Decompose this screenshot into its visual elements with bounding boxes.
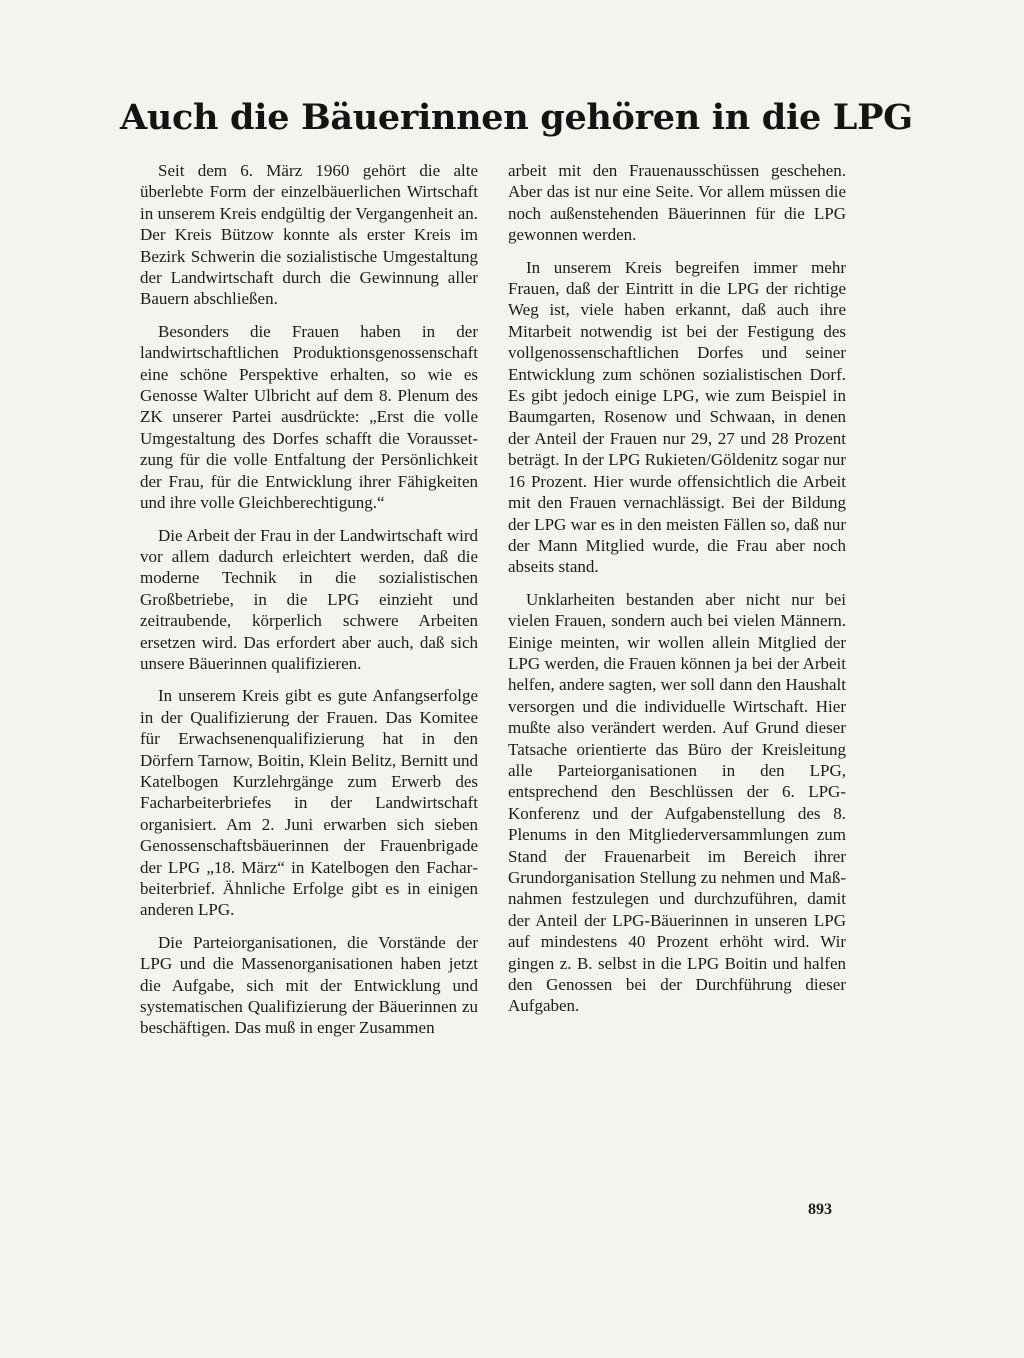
paragraph: In unserem Kreis begreifen immer mehr Frauen, daß der Eintritt in die LPG der richtige Weg ist, viele haben erkannt, daß auch ihre Mitarbeit notwendig ist bei der Festigung des vollgenossenschaftlichen Dorfes und seiner Entwicklung zum schönen sozialistischen Dorf. Es gibt jedoch einige LPG, wie zum Beispiel in Baumgarten, Rosenow und Schwaan, in denen der Anteil der Frauen nur 29, 27 und 28 Prozent beträgt. In der LPG Rukieten/Göldenitz sogar nur 16 Prozent. Hier wurde offensichtlich die Arbeit mit den Frauen vernachlässigt. Bei der Bildung der LPG war es in den meisten Fällen so, daß nur der Mann Mitglied wurde, die Frau aber noch abseits stand. — [508, 257, 846, 577]
paragraph: Die Arbeit der Frau in der Landwirtschaft wird vor allem dadurch erleichtert werden, daß die moderne Technik in die sozialistischen Großbetriebe, in die LPG einzieht und zeitraubende, körperlich schwere Arbeiten ersetzen wird. Das erfordert aber auch, daß sich unsere Bäuerinnen qualifizieren. — [140, 525, 478, 673]
paragraph: Besonders die Frauen haben in der landwirtschaftlichen Produktionsgenossenschaft eine schöne Perspektive erhalten, so wie es Genosse Walter Ulbricht auf dem 8. Plenum des ZK unserer Partei ausdrückte: „Erst die volle Umgestaltung des Dorfes schafft die Voraussetzung für die volle Entfaltung der Persönlichkeit der Frau, für die Entwicklung ihrer Fähigkeiten und ihre volle Gleichberechtigung.“ — [140, 321, 478, 513]
paragraph: Die Parteiorganisationen, die Vorstände der LPG und die Massenorganisationen haben jetzt die Aufgabe, sich mit der Entwicklung und systematischen Qualifizierung der Bäuerinnen zu beschäftigen. Das muß in enger Zusammen — [140, 932, 478, 1038]
right-column — [508, 160, 846, 1028]
paragraph: In unserem Kreis gibt es gute Anfangserfolge in der Qualifizierung der Frauen. Das Komitee für Erwachsenenqualifizierung hat in den Dörfern Tarnow, Boitin, Klein Belitz, Bernitt und Katelbogen Kurzlehrgänge zum Erwerb des Facharbeiterbriefes in der Landwirtschaft organisiert. Am 2. Juni erwarben sich sieben Genossenschaftsbäuerinnen der Frauenbrigade der LPG „18. März“ in Katelbogen den Facharbeiterbrief. Ähnliche Erfolge gibt es in einigen anderen LPG. — [140, 686, 478, 920]
left-column — [140, 160, 478, 1050]
page-number: 893 — [808, 1201, 832, 1218]
paragraph: Unklarheiten bestanden aber nicht nur bei vielen Frauen, sondern auch bei vielen Männern. Einige meinten, wir wollen allein Mitglied der LPG werden, die Frauen können ja bei der Arbeit helfen, andere sagten, wer soll dann den Haushalt versorgen und die individuelle Wirtschaft. Hier mußte also verändert werden. Auf Grund dieser Tatsache orientierte das Büro der Kreisleitung alle Parteiorganisationen in den LPG, entsprechend den Beschlüssen der 6. LPG-Konferenz und der Aufgabenstellung des 8. Plenums in den Mitgliederversammlungen zum Stand der Frauenarbeit im Bereich ihrer Grundorganisation Stellung zu nehmen und Maßnahmen festzulegen und durchzuführen, damit der Anteil der LPG-Bäuerinnen in unseren LPG auf mindestens 40 Prozent erhöht wird. Wir gingen z. B. selbst in die LPG Boitin und halfen den Genossen bei der Durchführung dieser Aufgaben. — [508, 589, 846, 1016]
paragraph: arbeit mit den Frauenausschüssen geschehen. Aber das ist nur eine Seite. Vor allem müssen die noch außenstehenden Bäuerinnen für die LPG gewonnen werden. — [508, 161, 846, 245]
paragraph: Seit dem 6. März 1960 gehört die alte überlebte Form der einzelbäuerlichen Wirtschaft in unserem Kreis endgültig der Vergangenheit an. Der Kreis Bützow konnte als erster Kreis im Bezirk Schwerin die sozialistische Umgestaltung der Landwirtschaft durch die Gewinnung aller Bauern abschließen. — [140, 161, 478, 309]
article-title: Auch die Bäuerinnen gehören in die LPG — [120, 97, 913, 138]
